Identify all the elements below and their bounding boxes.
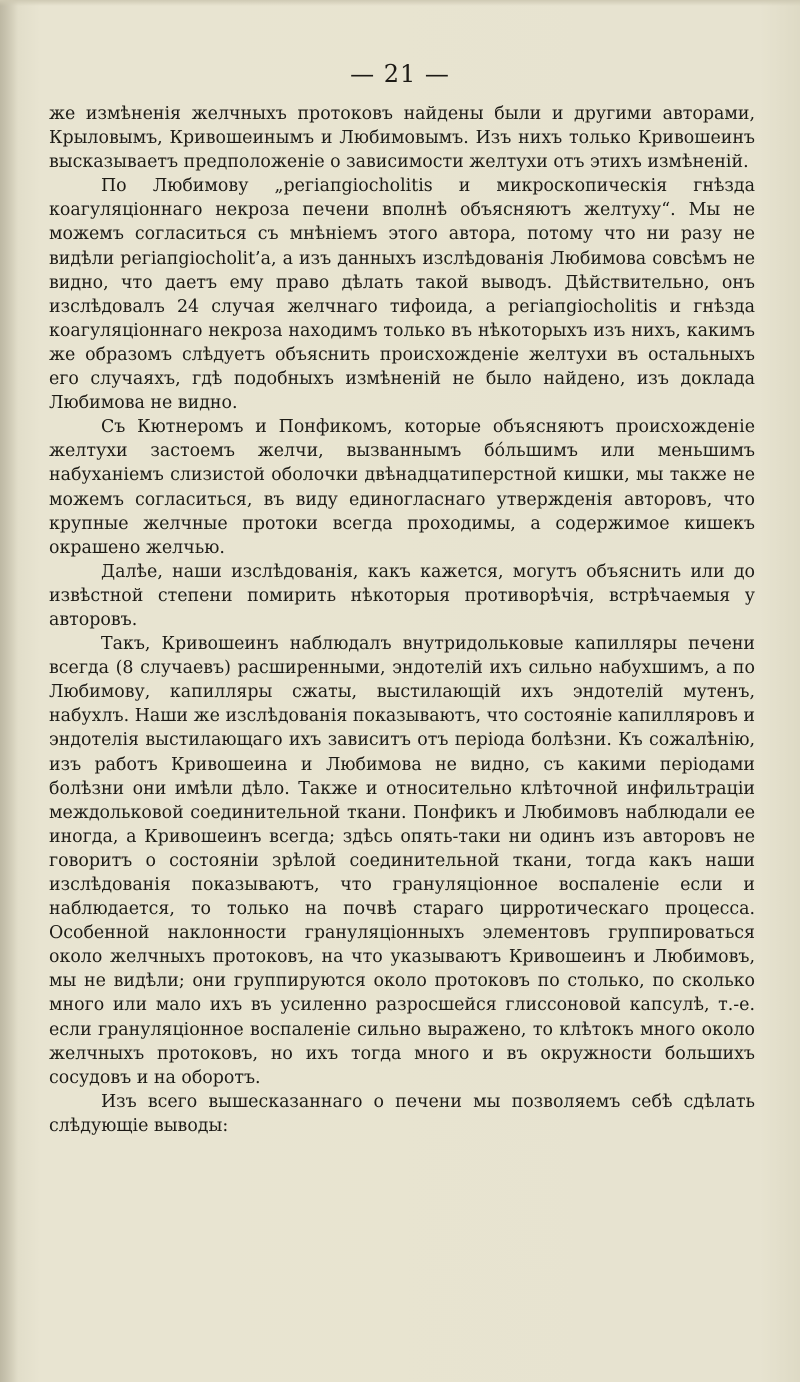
- page-number: — 21 —: [350, 60, 450, 88]
- paragraph-5: Такъ, Кривошеинъ наблюдалъ внутридольковые капилляры печени всегда (8 случаевъ) расширенными, эндотелій ихъ сильно набухшимъ, а по Любимову, капилляры сжаты, выстилающій ихъ эндотелій мутенъ, набухлъ. Наши же изслѣдованія показываютъ, что состояніе капилляровъ и эндотелія выстилающаго ихъ зависитъ отъ періода болѣзни. Къ сожалѣнію, изъ работъ Кривошеина и Любимова не видно, съ какими періодами болѣзни они имѣли дѣло. Также и относительно клѣточной инфильтраціи междольковой соединительной ткани. Понфикъ и Любимовъ наблюдали ее иногда, а Кривошеинъ всегда; здѣсь опять-таки ни одинъ изъ авторовъ не говоритъ о состояніи зрѣлой соединительной ткани, тогда какъ наши изслѣдованія показываютъ, что грануляціонное воспаленіе если и наблюдается, то только на почвѣ стараго цирротическаго процесса. Особенной наклонности грануляціонныхъ элементовъ группироваться около желчныхъ протоковъ, на что указываютъ Кривошеинъ и Любимовъ, мы не видѣли; они группируются около протоковъ по столько, по сколько много или мало ихъ въ усиленно разросшейся глиссоновой капсулѣ, т.-е. если грануляціонное воспаленіе сильно выражено, то клѣтокъ много около желчныхъ протоковъ, но ихъ тогда много и въ окружности большихъ сосудовъ и на оборотъ.: [49, 634, 755, 1088]
- paragraph-2: По Любимову „регіапgіосholitis и микроскопическія гнѣзда коагуляціоннаго некроза печени вполнѣ объясняютъ желтуху“. Мы не можемъ согласиться съ мнѣніемъ этого автора, потому что ни разу не видѣли регіапgіосholit’а, а изъ данныхъ изслѣдованія Любимова совсѣмъ не видно, что даетъ ему право дѣлать такой выводъ. Дѣйствительно, онъ изслѣдовалъ 24 случая желчнаго тифоида, а регіапgіосholitis и гнѣзда коагуляціоннаго некроза находимъ только въ нѣкоторыхъ изъ нихъ, какимъ же образомъ слѣдуетъ объяснить происхожденіе желтухи въ остальныхъ его случаяхъ, гдѣ подобныхъ измѣненій не было найдено, изъ доклада Любимова не видно.: [49, 176, 755, 414]
- paragraph-6: Изъ всего вышесказаннаго о печени мы позволяемъ себѣ сдѣлать слѣдующіе выводы:: [49, 1091, 755, 1136]
- paragraph-4: Далѣе, наши изслѣдованія, какъ кажется, могутъ объяснить или до извѣстной степени помирить нѣкоторыя противорѣчія, встрѣчаемыя у авторовъ.: [49, 561, 755, 630]
- body-text: [49, 102, 755, 1138]
- paragraph-3: Съ Кютнеромъ и Понфикомъ, которые объясняютъ происхожденіе желтухи застоемъ желчи, вызваннымъ бо́льшимъ или меньшимъ набуханіемъ слизистой оболочки двѣнадцатиперстной кишки, мы также не можемъ согласиться, въ виду единогласнаго утвержденія авторовъ, что крупные желчные протоки всегда проходимы, а содержимое кишекъ окрашено желчью.: [49, 417, 755, 558]
- page-top-edge: [0, 0, 800, 6]
- paragraph-1: же измѣненія желчныхъ протоковъ найдены были и другими авторами, Крыловымъ, Кривошеинымъ и Любимовымъ. Изъ нихъ только Кривошеинъ высказываетъ предположеніе о зависимости желтухи отъ этихъ измѣненій.: [49, 104, 755, 173]
- page-edge-shadow: [0, 0, 18, 1382]
